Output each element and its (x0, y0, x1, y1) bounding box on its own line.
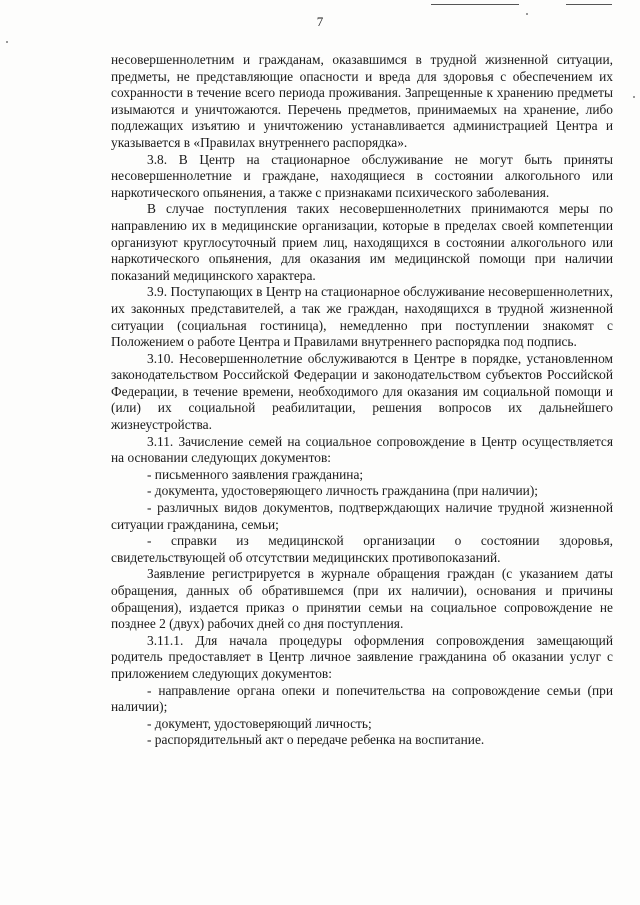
paragraph: 3.8. В Центр на стационарное обслуживание не могут быть приняты несовершеннолетние и граждане, находящиеся в состоянии алкогольного или наркотического опьянения, а также с признаками психического заболевания. (111, 151, 613, 200)
scan-artifact-line (431, 4, 519, 5)
paragraph: несовершеннолетним и гражданам, оказавшимся в трудной жизненной ситуации, предметы, не представляющие опасности и вреда для здоровья с обеспечением их сохранности в течение всего периода проживания. Запрещенные к хранению предметы изымаются и уничтожаются. Перечень предметов, принимаемых на хранение, либо подлежащих изъятию и уничтожению устанавливается администрацией Центра и указывается в «Правилах внутреннего распорядка». (111, 52, 613, 150)
list-item: - справки из медицинской организации о состоянии здоровья, свидетельствующей об отсутствии медицинских противопоказаний. (111, 533, 613, 565)
document-body (111, 52, 613, 749)
scan-artifact-dot (6, 41, 8, 43)
list-item: - направление органа опеки и попечительства на сопровождение семьи (при наличии); (111, 682, 613, 715)
paragraph: В случае поступления таких несовершеннолетних принимаются меры по направлению их в медицинские организации, которые в пределах своей компетенции организуют круглосуточный прием лиц, находящихся в состоянии алкогольного или наркотического опьянения, для оказания им медицинской помощи при наличии показаний медицинского характера. (111, 201, 613, 283)
paragraph: 3.9. Поступающих в Центр на стационарное обслуживание несовершеннолетних, их законных представителей, а так же граждан, находящихся в трудной жизненной ситуации (социальная гостиница), немедленно при поступлении знакомят с Положением о работе Центра и Правилами внутреннего распорядка под подпись. (111, 284, 613, 350)
list-item: - документа, удостоверяющего личность гражданина (при наличии); (147, 483, 539, 499)
page-number: 7 (316, 14, 324, 29)
paragraph: 3.11.1. Для начала процедуры оформления сопровождения замещающий родитель предоставляет в Центр личное заявление гражданина об оказании услуг с приложением следующих документов: (111, 632, 613, 681)
paragraph: 3.11. Зачисление семей на социальное сопровождение в Центр осуществляется на основании следующих документов: (111, 433, 613, 466)
list-item: - письменного заявления гражданина; (147, 466, 364, 482)
scan-artifact-line (566, 4, 612, 5)
list-item: - распорядительный акт о передаче ребенка на воспитание. (147, 732, 485, 748)
list-item: - документ, удостоверяющий личность; (147, 715, 372, 731)
scan-artifact-dot (633, 96, 635, 98)
list-item: - различных видов документов, подтверждающих наличие трудной жизненной ситуации гражданина, семьи; (111, 500, 613, 532)
paragraph: Заявление регистрируется в журнале обращения граждан (с указанием даты обращения, данных об обратившемся (при их наличии), основания и причины обращения), издается приказ о принятии семьи на социальное сопровождение не позднее 2 (двух) рабочих дней со дня поступления. (111, 566, 613, 632)
paragraph: 3.10. Несовершеннолетние обслуживаются в Центре в порядке, установленном законодательством Российской Федерации и законодательством субъектов Российской Федерации, в течение времени, необходимого для оказания им социальной помощи и (или) их социальной реабилитации, решения вопросов их дальнейшего жизнеустройства. (111, 350, 613, 433)
